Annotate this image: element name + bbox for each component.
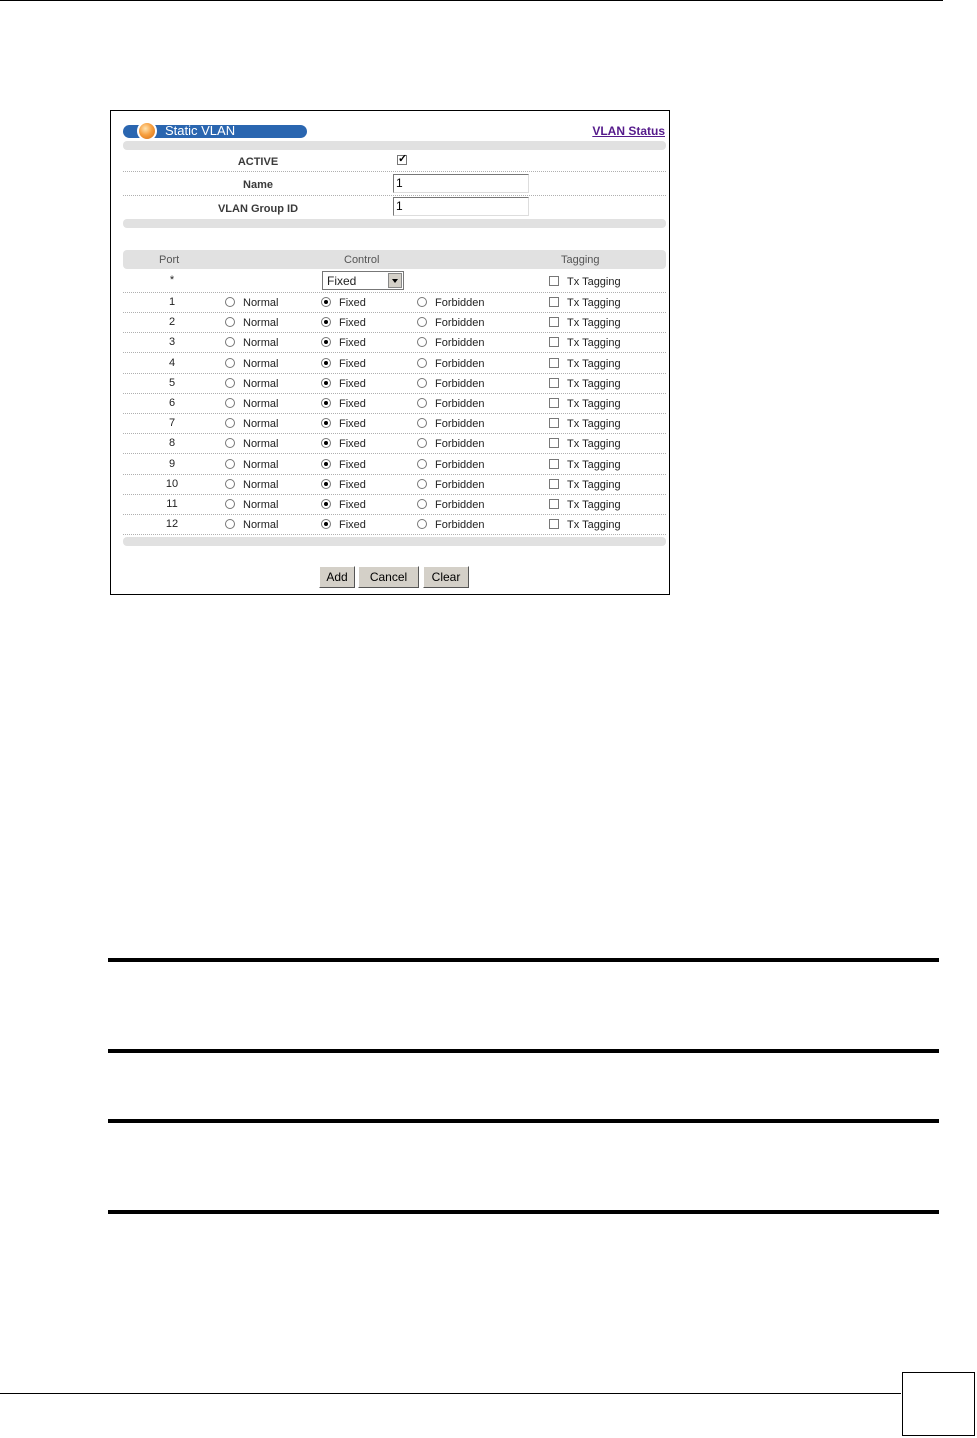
tx-tagging-label: Tx Tagging	[567, 499, 621, 511]
section-bottom-cap	[123, 219, 666, 228]
page-number-box	[902, 1372, 975, 1436]
port-number: 12	[165, 518, 179, 531]
normal-radio[interactable]	[225, 398, 235, 408]
table-row	[123, 495, 666, 515]
normal-radio[interactable]	[225, 337, 235, 347]
normal-label: Normal	[243, 438, 279, 451]
port-number: 5	[168, 376, 176, 389]
table-row	[123, 333, 666, 353]
normal-label: Normal	[243, 478, 279, 491]
forbidden-label: Forbidden	[435, 458, 485, 471]
normal-label: Normal	[243, 418, 279, 431]
chevron-down-icon[interactable]	[388, 273, 402, 288]
fixed-radio[interactable]	[321, 418, 331, 428]
name-label: Name	[243, 179, 273, 191]
tx-tagging-checkbox[interactable]	[549, 337, 559, 347]
cancel-button[interactable]: Cancel	[358, 566, 419, 588]
fixed-label: Fixed	[339, 458, 366, 471]
tx-tagging-checkbox[interactable]	[549, 438, 559, 448]
tx-tagging-checkbox[interactable]	[549, 297, 559, 307]
fixed-label: Fixed	[339, 438, 366, 451]
tx-tagging-label: Tx Tagging	[567, 337, 621, 350]
normal-radio[interactable]	[225, 479, 235, 489]
port-number: 7	[168, 417, 176, 430]
clear-button[interactable]: Clear	[423, 566, 469, 588]
forbidden-radio[interactable]	[417, 378, 427, 388]
forbidden-label: Forbidden	[435, 499, 485, 511]
fixed-label: Fixed	[339, 297, 366, 309]
normal-label: Normal	[243, 458, 279, 471]
forbidden-label: Forbidden	[435, 357, 485, 370]
table-row	[123, 313, 666, 333]
vlan-settings-section	[123, 141, 666, 219]
tx-tagging-checkbox[interactable]	[549, 418, 559, 428]
fixed-radio[interactable]	[321, 519, 331, 529]
fixed-label: Fixed	[339, 478, 366, 491]
tx-tagging-checkbox[interactable]	[549, 358, 559, 368]
tx-tagging-checkbox[interactable]	[549, 519, 559, 529]
normal-label: Normal	[243, 357, 279, 370]
all-tx-tagging-checkbox[interactable]	[549, 276, 559, 286]
tx-tagging-checkbox[interactable]	[549, 459, 559, 469]
normal-label: Normal	[243, 337, 279, 350]
fixed-radio[interactable]	[321, 479, 331, 489]
tx-tagging-label: Tx Tagging	[567, 398, 621, 410]
active-label: ACTIVE	[237, 156, 279, 168]
fixed-radio[interactable]	[321, 438, 331, 448]
forbidden-label: Forbidden	[435, 377, 485, 390]
port-number: 11	[166, 498, 178, 510]
normal-radio[interactable]	[225, 519, 235, 529]
header-control: Control	[344, 254, 380, 266]
table-row	[123, 515, 666, 535]
table-row	[123, 455, 666, 475]
panel-title: Static VLAN	[165, 123, 236, 138]
port-number: 9	[168, 457, 176, 470]
header-port: Port	[159, 254, 180, 266]
fixed-label: Fixed	[339, 317, 366, 330]
orb-icon	[137, 121, 157, 141]
fixed-radio[interactable]	[321, 459, 331, 469]
fixed-label: Fixed	[339, 337, 366, 350]
vlan-status-link[interactable]: VLAN Status	[592, 124, 665, 138]
table-row	[123, 434, 666, 454]
fixed-label: Fixed	[339, 418, 366, 431]
forbidden-label: Forbidden	[435, 317, 485, 330]
forbidden-label: Forbidden	[435, 418, 485, 431]
tx-tagging-label: Tx Tagging	[567, 519, 621, 532]
normal-radio[interactable]	[225, 317, 235, 327]
fixed-radio[interactable]	[321, 499, 331, 509]
normal-label: Normal	[243, 377, 279, 390]
fixed-label: Fixed	[339, 357, 366, 370]
normal-radio[interactable]	[225, 459, 235, 469]
forbidden-radio[interactable]	[417, 337, 427, 347]
forbidden-radio[interactable]	[417, 519, 427, 529]
group-id-label: VLAN Group ID	[217, 203, 299, 215]
control-select[interactable]	[322, 271, 404, 290]
tx-tagging-checkbox[interactable]	[549, 398, 559, 408]
table-row	[123, 414, 666, 434]
normal-label: Normal	[243, 499, 279, 511]
forbidden-radio[interactable]	[417, 358, 427, 368]
tx-tagging-label: Tx Tagging	[567, 377, 621, 390]
normal-label: Normal	[243, 398, 279, 410]
tx-tagging-label: Tx Tagging	[567, 458, 621, 471]
forbidden-radio[interactable]	[417, 499, 427, 509]
port-number: 2	[168, 316, 176, 329]
forbidden-label: Forbidden	[435, 398, 485, 410]
forbidden-radio[interactable]	[417, 418, 427, 428]
forbidden-radio[interactable]	[417, 317, 427, 327]
horizontal-rule	[108, 1049, 939, 1053]
forbidden-label: Forbidden	[435, 337, 485, 350]
static-vlan-panel	[110, 110, 670, 595]
fixed-label: Fixed	[339, 398, 366, 410]
page-top-rule	[0, 0, 943, 1]
tx-tagging-checkbox[interactable]	[549, 317, 559, 327]
normal-radio[interactable]	[225, 358, 235, 368]
horizontal-rule	[108, 1210, 939, 1214]
horizontal-rule	[108, 1119, 939, 1123]
control-select-value: Fixed	[327, 274, 357, 288]
port-number: 4	[168, 356, 176, 369]
page-footer-rule	[0, 1393, 901, 1394]
name-row	[123, 172, 666, 196]
forbidden-radio[interactable]	[417, 297, 427, 307]
table-row	[123, 394, 666, 414]
fixed-radio[interactable]	[321, 317, 331, 327]
group-id-field[interactable]: 1	[393, 197, 529, 216]
all-tx-tagging-label: Tx Tagging	[567, 276, 621, 288]
active-checkbox[interactable]	[397, 155, 407, 165]
normal-radio[interactable]	[225, 438, 235, 448]
fixed-radio[interactable]	[321, 358, 331, 368]
tx-tagging-label: Tx Tagging	[567, 357, 621, 370]
normal-radio[interactable]	[225, 297, 235, 307]
tx-tagging-label: Tx Tagging	[567, 317, 621, 330]
tx-tagging-label: Tx Tagging	[567, 297, 621, 309]
tx-tagging-label: Tx Tagging	[567, 478, 621, 491]
port-number: 6	[168, 397, 176, 409]
table-row	[123, 354, 666, 374]
active-row	[123, 150, 666, 172]
port-number: 3	[168, 336, 176, 349]
port-number: 10	[165, 477, 179, 490]
forbidden-radio[interactable]	[417, 438, 427, 448]
normal-label: Normal	[243, 317, 279, 330]
section-top-cap	[123, 141, 666, 150]
fixed-label: Fixed	[339, 519, 366, 532]
horizontal-rule	[108, 958, 939, 962]
normal-label: Normal	[243, 297, 279, 309]
tx-tagging-checkbox[interactable]	[549, 479, 559, 489]
tx-tagging-label: Tx Tagging	[567, 438, 621, 451]
fixed-radio[interactable]	[321, 337, 331, 347]
forbidden-radio[interactable]	[417, 479, 427, 489]
forbidden-label: Forbidden	[435, 438, 485, 451]
normal-radio[interactable]	[225, 418, 235, 428]
fixed-radio[interactable]	[321, 297, 331, 307]
table-row	[123, 374, 666, 394]
normal-label: Normal	[243, 519, 279, 532]
fixed-radio[interactable]	[321, 398, 331, 408]
header-tagging: Tagging	[561, 254, 600, 266]
group-id-row	[123, 196, 666, 220]
tx-tagging-checkbox[interactable]	[549, 499, 559, 509]
port-table	[123, 250, 666, 548]
fixed-radio[interactable]	[321, 378, 331, 388]
name-field[interactable]: 1	[393, 174, 529, 193]
table-bottom-cap	[123, 537, 666, 546]
forbidden-label: Forbidden	[435, 297, 485, 309]
tx-tagging-checkbox[interactable]	[549, 378, 559, 388]
table-row	[123, 293, 666, 313]
table-row	[123, 475, 666, 495]
fixed-label: Fixed	[339, 499, 366, 511]
panel-title-bar	[123, 125, 307, 138]
all-ports-row	[123, 269, 666, 293]
port-number: 1	[168, 296, 176, 308]
normal-radio[interactable]	[225, 378, 235, 388]
fixed-label: Fixed	[339, 377, 366, 390]
forbidden-radio[interactable]	[417, 398, 427, 408]
port-number: 8	[168, 437, 176, 450]
forbidden-radio[interactable]	[417, 459, 427, 469]
forbidden-label: Forbidden	[435, 478, 485, 491]
tx-tagging-label: Tx Tagging	[567, 418, 621, 431]
add-button[interactable]: Add	[319, 566, 355, 588]
forbidden-label: Forbidden	[435, 519, 485, 532]
all-ports-label: *	[169, 274, 175, 286]
normal-radio[interactable]	[225, 499, 235, 509]
